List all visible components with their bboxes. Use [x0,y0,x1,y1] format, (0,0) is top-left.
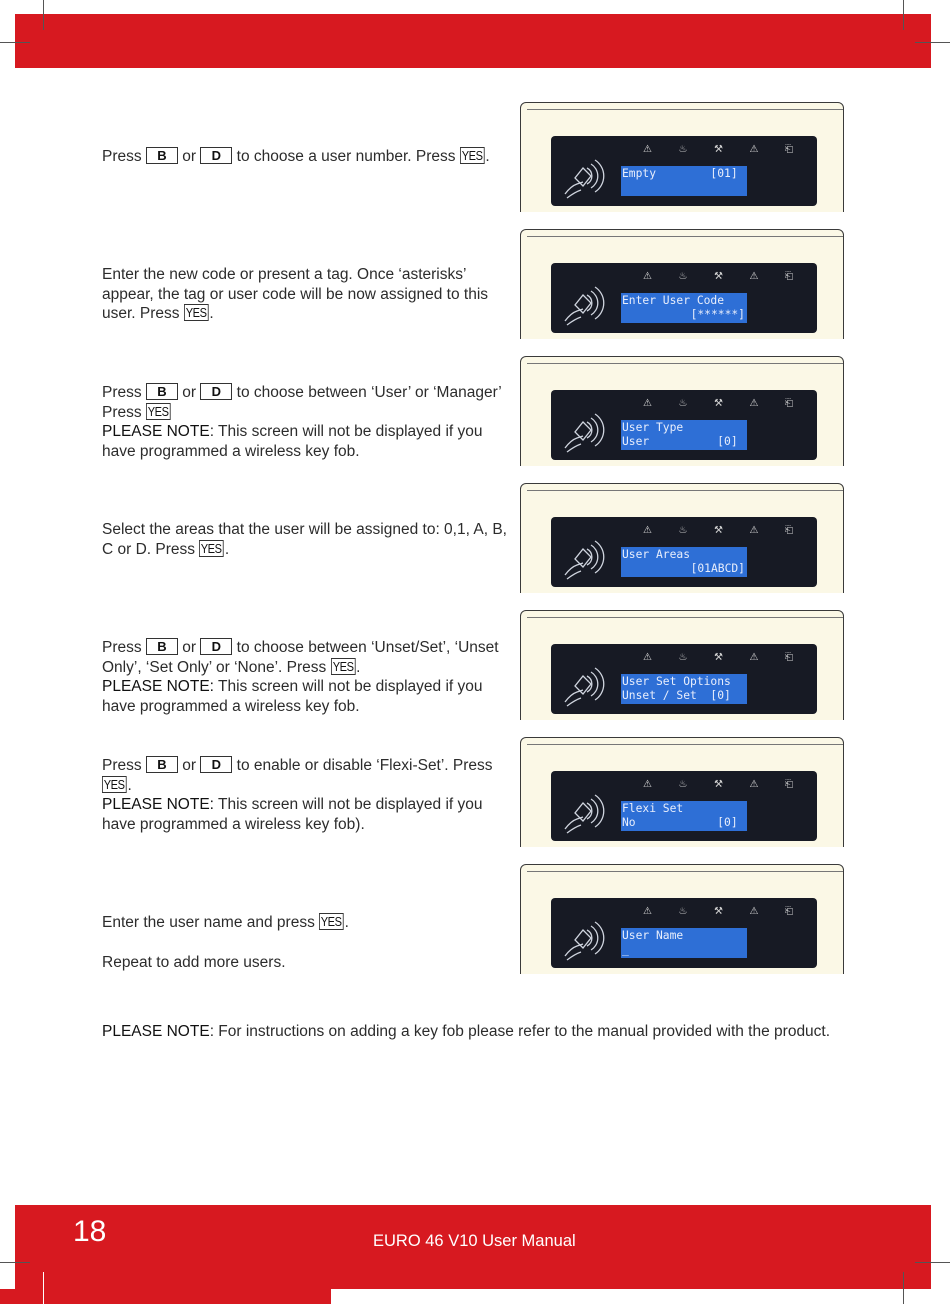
keypad-bezel [527,363,843,370]
tamper-icon: ⚠ [749,906,759,917]
step-1-instruction: to choose a user number. Press [236,148,456,165]
unlock-icon: ⎗ [785,271,793,282]
period: . [356,658,361,676]
crop-mark [0,1262,30,1263]
key-yes: YES [103,776,125,792]
proximity-tag-icon [561,535,609,583]
warning-icon: ⚠ [643,906,652,917]
warning-icon: ⚠ [643,525,652,536]
tool-icon: ⚒ [714,906,723,917]
lcd-line-1: User Name [622,929,684,942]
crop-mark [915,42,950,43]
keypad-display [518,227,846,339]
press-word: Press [102,148,142,165]
period: . [344,914,349,931]
key-b: B [146,756,178,773]
tool-icon: ⚒ [714,398,723,409]
key-yes: YES [201,540,222,556]
proximity-tag-icon [561,281,609,329]
lcd-display [621,293,747,323]
keypad-display [518,354,846,466]
lcd-line-1: Flexi Set [622,802,684,815]
final-note [102,1022,832,1042]
footer-title: EURO 46 V10 User Manual [373,1232,576,1250]
fire-icon: ♨ [678,652,688,663]
fire-icon: ♨ [678,525,688,536]
key-d: D [200,756,232,773]
lcd-display [621,547,747,577]
proximity-tag-icon [561,154,609,202]
lcd-line-1: Enter User Code [622,294,725,307]
period: . [485,148,490,165]
lcd-line-1: User Type [622,421,684,434]
status-icons [643,652,793,664]
fire-icon: ♨ [678,906,688,917]
keypad-screen [551,771,817,841]
tamper-icon: ⚠ [749,525,759,536]
repeat-instruction: Repeat to add more users. [102,953,286,971]
lcd-line-2: _ [622,942,629,956]
keypad-body [520,610,844,720]
key-yes: YES [147,403,169,419]
tool-icon: ⚒ [714,144,723,155]
proximity-tag-icon [561,789,609,837]
fire-icon: ♨ [678,398,688,409]
step-1-text [102,147,512,167]
step-3-text [102,383,512,462]
unlock-icon: ⎗ [785,652,793,663]
fire-icon: ♨ [678,271,688,282]
crop-mark [43,1272,44,1304]
step-5-instruction: to choose between ‘Unset/Set’, ‘Unset Only’, ‘Set Only’ or ‘None’. Press [102,639,499,676]
note-text: : This screen will not be displayed if you have programmed a wireless key fob. [102,423,483,461]
keypad-bezel [527,109,843,116]
keypad-bezel [527,871,843,878]
crop-mark [0,42,30,43]
keypad-body [520,356,844,466]
tamper-icon: ⚠ [749,779,759,790]
crop-mark [903,0,904,30]
keypad-body [520,864,844,974]
key-yes: YES [461,148,483,163]
keypad-body [520,229,844,339]
warning-icon: ⚠ [643,398,652,409]
tool-icon: ⚒ [714,271,723,282]
or-word: or [182,757,197,774]
unlock-icon: ⎗ [785,779,793,790]
tamper-icon: ⚠ [749,398,759,409]
lcd-line-2: [01ABCD] [690,561,745,575]
tool-icon: ⚒ [714,525,723,536]
lcd-line-1: Empty [01] [622,167,738,180]
keypad-display [518,735,846,847]
key-yes: YES [320,914,342,929]
tool-icon: ⚒ [714,652,723,663]
status-icons [643,271,793,283]
crop-mark [903,1272,904,1304]
or-word: or [182,384,197,401]
period: . [224,540,230,558]
or-word: or [182,148,197,165]
step-6-instruction: to enable or disable ‘Flexi-Set’. Press [236,757,493,774]
keypad-screen [551,898,817,968]
proximity-tag-icon [561,662,609,710]
warning-icon: ⚠ [643,144,652,155]
note-text: This screen will not be displayed if you have programmed a wireless key fob. [102,678,483,716]
footer-tab [0,1289,331,1304]
tamper-icon: ⚠ [749,144,759,155]
keypad-bezel [527,236,843,243]
final-note-text: : For instructions on adding a key fob please refer to the manual provided with the product. [209,1023,831,1040]
lcd-line-2: [******] [690,307,745,321]
status-icons [643,779,793,791]
keypad-screen [551,517,817,587]
lcd-display [621,928,747,958]
key-b: B [146,383,178,400]
please-note-label: PLEASE NOTE [102,423,210,441]
unlock-icon: ⎗ [785,906,793,917]
key-d: D [200,638,232,655]
lcd-line-2: No [0] [622,815,738,829]
warning-icon: ⚠ [643,779,652,790]
lcd-display [621,674,747,704]
lcd-display [621,801,747,831]
press-word: Press [102,757,142,774]
proximity-tag-icon [561,408,609,456]
keypad-display [518,481,846,593]
lcd-display [621,420,747,450]
note-text: This screen will not be displayed if you have programmed a wireless key fob). [102,796,483,834]
step-5-text [102,638,512,717]
fire-icon: ♨ [678,779,688,790]
page-number: 18 [73,1215,107,1248]
please-note-label: PLEASE NOTE: [102,796,214,814]
crop-mark [43,0,44,30]
step-4-instruction: Select the areas that the user will be assigned to: 0,1, A, B, C or D. Press [102,521,507,558]
status-icons [643,525,793,537]
step-7-instruction: Enter the user name and press [102,914,315,931]
unlock-icon: ⎗ [785,144,793,155]
fire-icon: ♨ [678,144,688,155]
keypad-bezel [527,744,843,751]
keypad-display [518,862,846,974]
step-6-text [102,756,512,835]
period: . [127,776,132,794]
keypad-body [520,483,844,593]
keypad-screen [551,390,817,460]
warning-icon: ⚠ [643,652,652,663]
status-icons [643,906,793,918]
step-2-text [102,265,512,324]
tamper-icon: ⚠ [749,271,759,282]
keypad-bezel [527,490,843,497]
keypad-body [520,737,844,847]
step-7-text [102,913,512,972]
step-4-text [102,520,512,559]
status-icons [643,398,793,410]
lcd-line-1: User Areas [622,548,691,561]
period: . [209,305,214,323]
keypad-screen [551,644,817,714]
lcd-line-2: User [0] [622,434,738,448]
key-yes: YES [332,658,354,674]
lcd-display [621,166,747,196]
keypad-screen [551,263,817,333]
keypad-screen [551,136,817,206]
key-yes: YES [185,305,207,321]
please-note-label: PLEASE NOTE: [102,678,214,696]
step-2-instruction: Enter the new code or present a tag. Once ‘asterisks’ appear, the tag or user code will be now assigned to this user. Press [102,266,489,323]
crop-mark [915,1262,950,1263]
press-word: Press [102,384,142,401]
keypad-display [518,100,846,212]
key-d: D [200,383,232,400]
header-band [15,14,931,68]
unlock-icon: ⎗ [785,525,793,536]
keypad-display [518,608,846,720]
or-word: or [182,639,197,656]
key-b: B [146,147,178,164]
step-3-instruction: to choose between ‘User’ or ‘Manager’ Press [102,384,502,421]
tool-icon: ⚒ [714,779,723,790]
tamper-icon: ⚠ [749,652,759,663]
warning-icon: ⚠ [643,271,652,282]
please-note-label: PLEASE NOTE [102,1023,210,1040]
proximity-tag-icon [561,916,609,964]
status-icons [643,144,793,156]
keypad-body [520,102,844,212]
keypad-bezel [527,617,843,624]
key-b: B [146,638,178,655]
lcd-line-2: Unset / Set [0] [622,688,731,702]
press-word: Press [102,639,142,656]
key-d: D [200,147,232,164]
unlock-icon: ⎗ [785,398,793,409]
lcd-line-1: User Set Options [622,675,731,688]
